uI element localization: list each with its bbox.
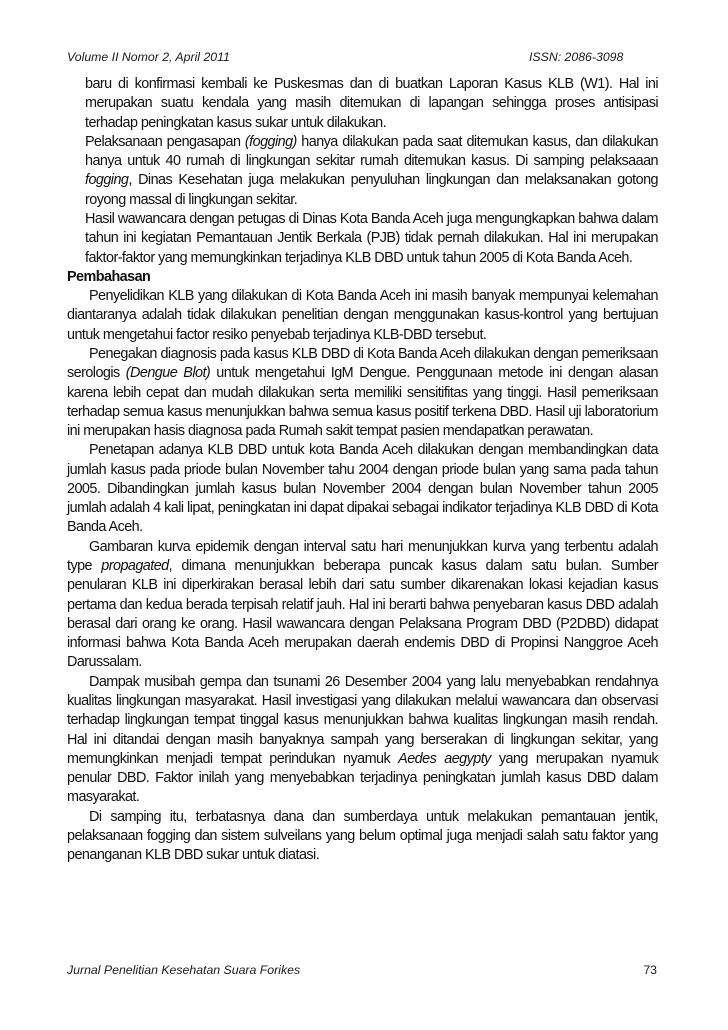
paragraph: Dampak musibah gempa dan tsunami 26 Desember 2004 yang lalu menyebabkan rendahnya kualitas lingkungan masyarakat. Hasil investigasi yang dilakukan melalui wawancara dan observasi terhadap lingkungan tempat tinggal kasus menunjukkan bahwa kualitas lingkungan masih rendah. Hal ini ditandai dengan masih banyaknya sampah yang berserakan di lingkungan sekitar, yang memungkinkan menjadi tempat perindukan nyamuk Aedes aegypty yang merupakan nyamuk penular DBD. Faktor inilah yang menyebabkan terjadinya peningkatan jumlah kasus DBD dalam masyarakat. [67,673,659,806]
journal-volume: Volume II Nomor 2, April 2011 [67,50,230,64]
paragraph: Gambaran kurva epidemik dengan interval satu hari menunjukkan kurva yang terbentu adalah type propagated, dimana menunjukkan beberapa puncak kasus dalam satu bulan. Sumber penularan KLB ini diperkirakan berasal lebih dari satu sumber dikarenakan lokasi kejadian kasus pertama dan kedua berada terpisah relatif jauh. Hal ini berarti bahwa penyebaran kasus DBD adalah berasal dari orang ke orang. Hasil wawancara dengan Pelaksana Program DBD (P2DBD) didapat informasi bahwa Kota Banda Aceh merupakan daerah endemis DBD di Propinsi Nanggroe Aceh Darussalam. [67,538,658,671]
italic-term: propagated [101,558,169,575]
journal-name: Jurnal Penelitian Kesehatan Suara Forikes [67,963,301,977]
paragraph: Di samping itu, terbatasnya dana dan sumberdaya untuk melakukan pemantauan jentik, pelaksanaan fogging dan sistem sulveilans yang belum optimal juga menjadi salah satu faktor yang penanganan KLB DBD sukar untuk diatasi. [67,808,658,864]
page-header [67,50,657,66]
article-body [67,75,658,866]
italic-term: (fogging) [244,133,297,150]
page-number: 73 [643,963,657,977]
italic-term: fogging [85,172,129,189]
list-item: baru di konfirmasi kembali ke Puskesmas dan di buatkan Laporan Kasus KLB (W1). Hal ini merupakan suatu kendala yang masih ditemukan di lapangan sehingga proses antisipasi terhadap peningkatan kasus sukar untuk dilakukan. [85,76,658,131]
paragraph: Penegakan diagnosis pada kasus KLB DBD di Kota Banda Aceh dilakukan dengan pemeriksaan serologis (Dengue Blot) untuk mengetahui IgM Dengue. Penggunaan metode ini dengan alasan karena lebih cepat dan mudah dilakukan serta memiliki sensitifitas yang tinggi. Hasil pemeriksaan terhadap semua kasus menunjukkan bahwa semua kasus positif terkena DBD. Hasil uji laboratorium ini merupakan hasis diagnosa pada Rumah sakit tempat pasien mendapatkan perawatan. [67,345,659,440]
list-item: Hasil wawancara dengan petugas di Dinas Kota Banda Aceh juga mengungkapkan bahwa dalam tahun ini kegiatan Pemantauan Jentik Berkala (PJB) tidak pernah dilakukan. Hal ini merupakan faktor-faktor yang memungkinkan terjadinya KLB DBD untuk tahun 2005 di Kota Banda Aceh. [85,210,658,266]
issn-number: ISSN: 2086-3098 [529,50,624,64]
italic-term: (Dengue Blot) [125,365,211,382]
paragraph: Penyelidikan KLB yang dilakukan di Kota Banda Aceh ini masih banyak mempunyai kelemahan diantaranya adalah tidak dilakukan penelitian dengan menggunakan kasus-kontrol yang bertujuan untuk mengetahui factor resiko penyebab terjadinya KLB-DBD tersebut. [67,288,658,343]
paragraph: Penetapan adanya KLB DBD untuk kota Banda Aceh dilakukan dengan membandingkan data jumlah kasus pada priode bulan November tahu 2004 dengan priode bulan yang sama pada tahun 2005. Dibandingkan jumlah kasus bulan November 2004 dengan bulan November tahun 2005 jumlah adalah 4 kali lipat, peningkatan ini dapat dipakai sebagai indikator terjadinya KLB DBD di Kota Banda Aceh. [67,442,658,536]
section-heading: Pembahasan [67,268,151,285]
list-item: Pelaksanaan pengasapan (fogging) hanya dilakukan pada saat ditemukan kasus, dan dilakukan hanya untuk 40 rumah di lingkungan sekitar rumah ditemukan kasus. Di samping pelaksaaan fogging, Dinas Kesehatan juga melakukan penyuluhan lingkungan dan melaksanakan gotong royong massal di lingkungan sekitar. [85,133,658,208]
page-footer [67,963,657,979]
list-continuation [67,75,658,268]
italic-term: Aedes aegypty [398,750,491,767]
